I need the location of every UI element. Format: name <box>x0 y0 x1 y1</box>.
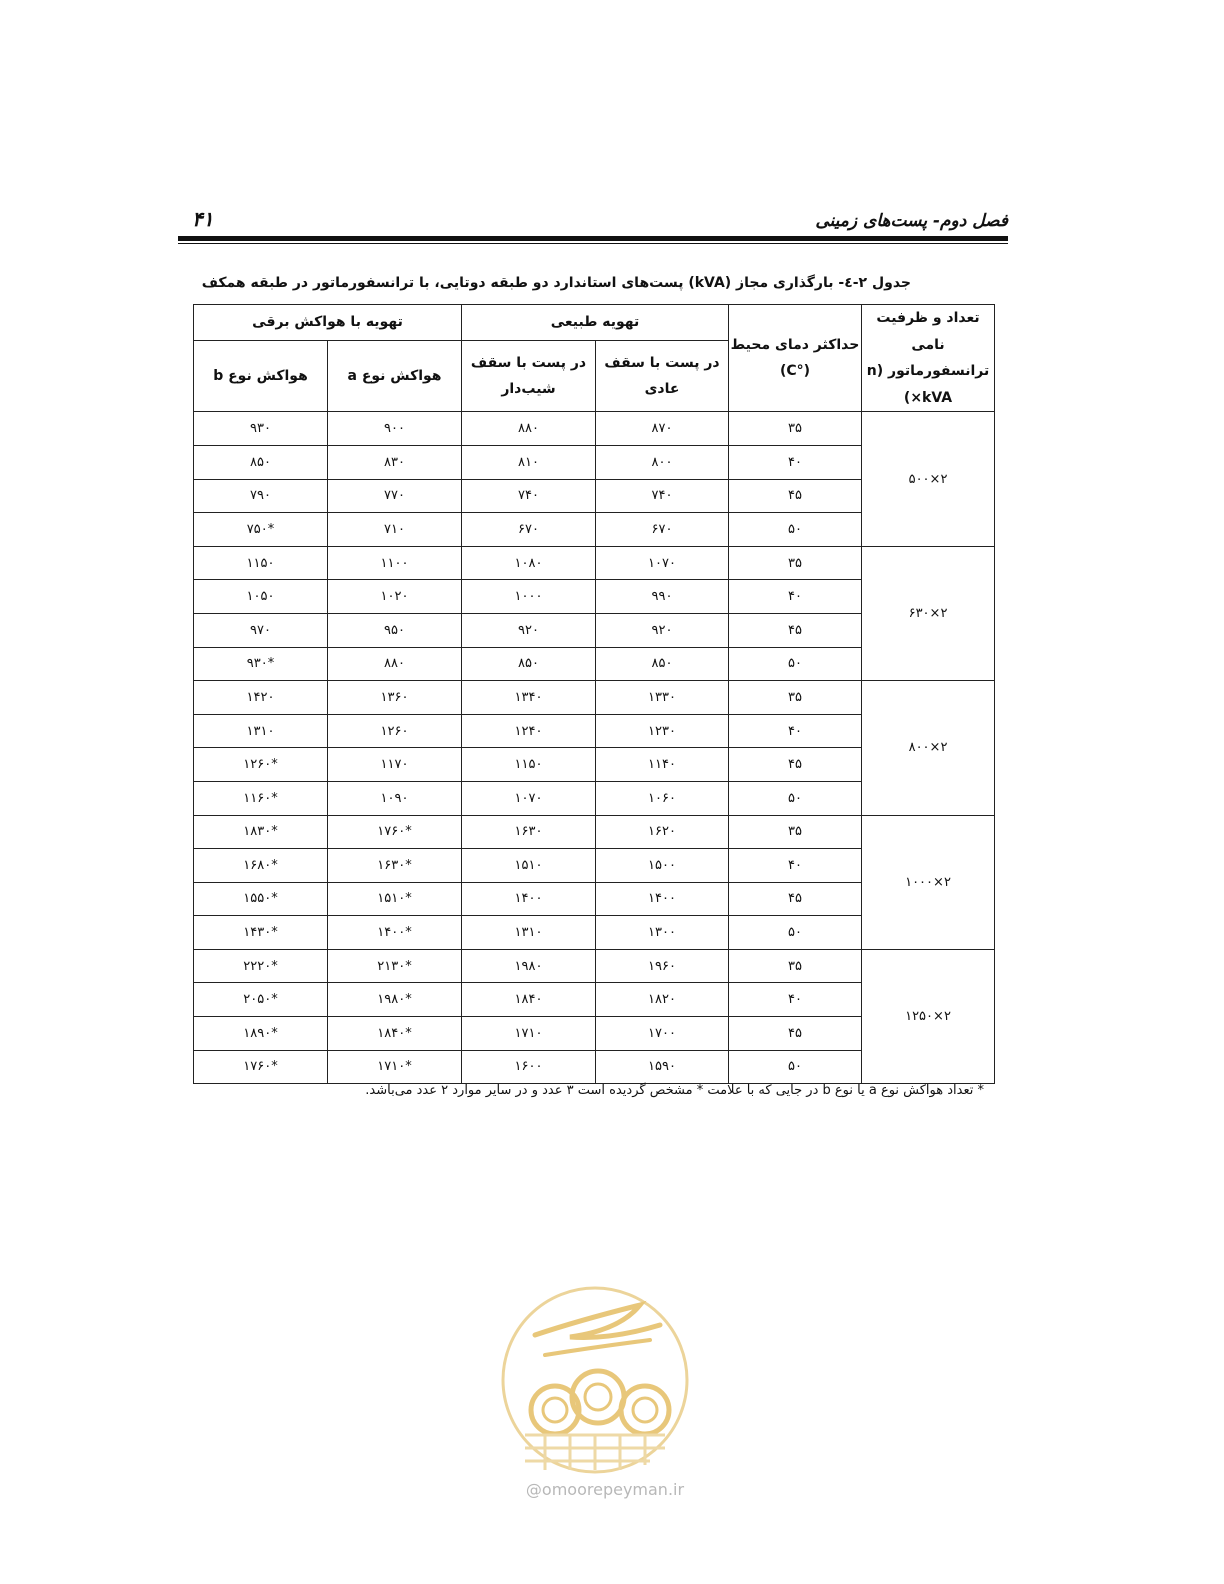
sloped-ceiling-cell: ۹۲۰ <box>462 613 596 647</box>
fan-b-cell: *۱۱۶۰ <box>194 781 328 815</box>
table-footnote: * تعداد هواکش نوع a یا نوع b در جایی که با علامت * مشخص گردیده است ۳ عدد و در سایر موارد ۲ عدد می‌باشد. <box>365 1083 984 1098</box>
normal-ceiling-cell: ۱۷۰۰ <box>596 1017 729 1051</box>
transformer-cell: ۲×۶۳۰ <box>862 546 995 680</box>
temperature-cell: ۴۵ <box>729 882 862 916</box>
normal-ceiling-cell: ۱۸۲۰ <box>596 983 729 1017</box>
header-fan-b: هواکش نوع b <box>194 341 328 412</box>
sloped-ceiling-cell: ۱۶۳۰ <box>462 815 596 849</box>
normal-ceiling-cell: ۷۴۰ <box>596 479 729 513</box>
temperature-cell: ۵۰ <box>729 647 862 681</box>
fan-b-cell: ۱۰۵۰ <box>194 580 328 614</box>
normal-ceiling-cell: ۱۹۶۰ <box>596 949 729 983</box>
page-header <box>178 205 1008 245</box>
temperature-cell: ۵۰ <box>729 916 862 950</box>
sloped-ceiling-cell: ۱۶۰۰ <box>462 1050 596 1084</box>
header-transformer: تعداد و ظرفیت نامی ترانسفورماتور (n ×kVA) <box>862 305 995 412</box>
transformer-cell: ۲×۱۰۰۰ <box>862 815 995 949</box>
temperature-cell: ۴۰ <box>729 983 862 1017</box>
fan-b-cell: *۹۳۰ <box>194 647 328 681</box>
fan-a-cell: *۱۷۱۰ <box>328 1050 462 1084</box>
sloped-ceiling-cell: ۱۳۱۰ <box>462 916 596 950</box>
transformer-cell: ۲×۸۰۰ <box>862 681 995 815</box>
fan-b-cell: *۱۴۳۰ <box>194 916 328 950</box>
header-rule <box>178 236 1008 241</box>
fan-b-cell: *۱۷۶۰ <box>194 1050 328 1084</box>
sloped-ceiling-cell: ۱۵۱۰ <box>462 849 596 883</box>
sloped-ceiling-cell: ۱۹۸۰ <box>462 949 596 983</box>
temperature-cell: ۳۵ <box>729 412 862 446</box>
sloped-ceiling-cell: ۸۵۰ <box>462 647 596 681</box>
header-natural-ventilation: تهویه طبیعی <box>462 305 729 341</box>
fan-b-cell: ۱۳۱۰ <box>194 714 328 748</box>
temperature-cell: ۴۰ <box>729 580 862 614</box>
temperature-cell: ۴۵ <box>729 748 862 782</box>
fan-a-cell: *۱۴۰۰ <box>328 916 462 950</box>
fan-b-cell: *۲۰۵۰ <box>194 983 328 1017</box>
normal-ceiling-cell: ۸۰۰ <box>596 445 729 479</box>
temperature-cell: ۵۰ <box>729 1050 862 1084</box>
header-fan-a: هواکش نوع a <box>328 341 462 412</box>
sloped-ceiling-cell: ۶۷۰ <box>462 513 596 547</box>
fan-b-cell: ۷۹۰ <box>194 479 328 513</box>
temperature-cell: ۵۰ <box>729 513 862 547</box>
sloped-ceiling-cell: ۷۴۰ <box>462 479 596 513</box>
watermark-logo-graphic <box>500 1285 690 1475</box>
table-row <box>194 546 995 580</box>
fan-a-cell: *۱۶۳۰ <box>328 849 462 883</box>
fan-a-cell: *۱۹۸۰ <box>328 983 462 1017</box>
normal-ceiling-cell: ۸۷۰ <box>596 412 729 446</box>
temperature-cell: ۴۵ <box>729 613 862 647</box>
temperature-cell: ۴۰ <box>729 849 862 883</box>
sloped-ceiling-cell: ۸۱۰ <box>462 445 596 479</box>
watermark-logo <box>500 1285 690 1475</box>
fan-a-cell: ۱۱۷۰ <box>328 748 462 782</box>
normal-ceiling-cell: ۱۵۹۰ <box>596 1050 729 1084</box>
fan-b-cell: ۸۵۰ <box>194 445 328 479</box>
chapter-title: فصل دوم- پست‌های زمینی <box>815 211 1008 231</box>
table-caption: جدول ۲-٤- بارگذاری مجاز (kVA) پست‌های استاندارد دو طبقه دوتایی، با ترانسفورماتور در طبقه همکف <box>201 275 911 291</box>
normal-ceiling-cell: ۹۹۰ <box>596 580 729 614</box>
fan-b-cell: *۲۲۲۰ <box>194 949 328 983</box>
sloped-ceiling-cell: ۱۰۸۰ <box>462 546 596 580</box>
sloped-ceiling-cell: ۱۰۷۰ <box>462 781 596 815</box>
normal-ceiling-cell: ۱۳۳۰ <box>596 681 729 715</box>
fan-a-cell: *۲۱۳۰ <box>328 949 462 983</box>
fan-a-cell: ۷۷۰ <box>328 479 462 513</box>
sloped-ceiling-cell: ۱۳۴۰ <box>462 681 596 715</box>
watermark-url: @omoorepeyman.ir <box>525 1480 685 1499</box>
fan-a-cell: ۱۰۹۰ <box>328 781 462 815</box>
load-table <box>193 304 995 1084</box>
temperature-cell: ۴۰ <box>729 445 862 479</box>
fan-b-cell: *۱۸۹۰ <box>194 1017 328 1051</box>
sloped-ceiling-cell: ۸۸۰ <box>462 412 596 446</box>
fan-a-cell: ۸۳۰ <box>328 445 462 479</box>
temperature-cell: ۴۵ <box>729 479 862 513</box>
fan-a-cell: ۸۸۰ <box>328 647 462 681</box>
fan-b-cell: *۱۲۶۰ <box>194 748 328 782</box>
fan-a-cell: ۷۱۰ <box>328 513 462 547</box>
header-max-temp: حداکثر دمای محیط (°C) <box>729 305 862 412</box>
fan-b-cell: *۱۶۸۰ <box>194 849 328 883</box>
table-row <box>194 681 995 715</box>
table-row <box>194 949 995 983</box>
normal-ceiling-cell: ۱۶۲۰ <box>596 815 729 849</box>
temperature-cell: ۳۵ <box>729 546 862 580</box>
sloped-ceiling-cell: ۱۸۴۰ <box>462 983 596 1017</box>
fan-b-cell: ۹۳۰ <box>194 412 328 446</box>
fan-b-cell: *۱۸۳۰ <box>194 815 328 849</box>
header-fan-ventilation: تهویه با هواکش برقی <box>194 305 462 341</box>
fan-a-cell: *۱۸۴۰ <box>328 1017 462 1051</box>
temperature-cell: ۴۵ <box>729 1017 862 1051</box>
transformer-cell: ۲×۱۲۵۰ <box>862 949 995 1083</box>
table-row <box>194 412 995 446</box>
table-body <box>194 412 995 1084</box>
fan-a-cell: ۱۲۶۰ <box>328 714 462 748</box>
sloped-ceiling-cell: ۱۱۵۰ <box>462 748 596 782</box>
sloped-ceiling-cell: ۱۴۰۰ <box>462 882 596 916</box>
temperature-cell: ۳۵ <box>729 949 862 983</box>
normal-ceiling-cell: ۱۱۴۰ <box>596 748 729 782</box>
sloped-ceiling-cell: ۱۷۱۰ <box>462 1017 596 1051</box>
header-rule-thin <box>178 243 1008 244</box>
fan-a-cell: ۹۰۰ <box>328 412 462 446</box>
fan-b-cell: *۱۵۵۰ <box>194 882 328 916</box>
fan-b-cell: ۹۷۰ <box>194 613 328 647</box>
fan-a-cell: *۱۷۶۰ <box>328 815 462 849</box>
normal-ceiling-cell: ۱۰۷۰ <box>596 546 729 580</box>
normal-ceiling-cell: ۹۲۰ <box>596 613 729 647</box>
fan-b-cell: ۱۱۵۰ <box>194 546 328 580</box>
normal-ceiling-cell: ۱۵۰۰ <box>596 849 729 883</box>
normal-ceiling-cell: ۸۵۰ <box>596 647 729 681</box>
normal-ceiling-cell: ۱۲۳۰ <box>596 714 729 748</box>
fan-a-cell: *۱۵۱۰ <box>328 882 462 916</box>
temperature-cell: ۵۰ <box>729 781 862 815</box>
normal-ceiling-cell: ۱۴۰۰ <box>596 882 729 916</box>
header-normal-ceiling: در پست با سقف عادی <box>596 341 729 412</box>
sloped-ceiling-cell: ۱۰۰۰ <box>462 580 596 614</box>
page-number: ۴۱ <box>192 207 214 231</box>
table-row <box>194 815 995 849</box>
fan-b-cell: ۱۴۲۰ <box>194 681 328 715</box>
temperature-cell: ۳۵ <box>729 681 862 715</box>
temperature-cell: ۴۰ <box>729 714 862 748</box>
header-sloped-ceiling: در پست با سقف شیب‌دار <box>462 341 596 412</box>
normal-ceiling-cell: ۶۷۰ <box>596 513 729 547</box>
normal-ceiling-cell: ۱۳۰۰ <box>596 916 729 950</box>
fan-b-cell: *۷۵۰ <box>194 513 328 547</box>
temperature-cell: ۳۵ <box>729 815 862 849</box>
fan-a-cell: ۱۱۰۰ <box>328 546 462 580</box>
normal-ceiling-cell: ۱۰۶۰ <box>596 781 729 815</box>
sloped-ceiling-cell: ۱۲۴۰ <box>462 714 596 748</box>
fan-a-cell: ۱۰۲۰ <box>328 580 462 614</box>
transformer-cell: ۲×۵۰۰ <box>862 412 995 546</box>
fan-a-cell: ۱۳۶۰ <box>328 681 462 715</box>
fan-a-cell: ۹۵۰ <box>328 613 462 647</box>
